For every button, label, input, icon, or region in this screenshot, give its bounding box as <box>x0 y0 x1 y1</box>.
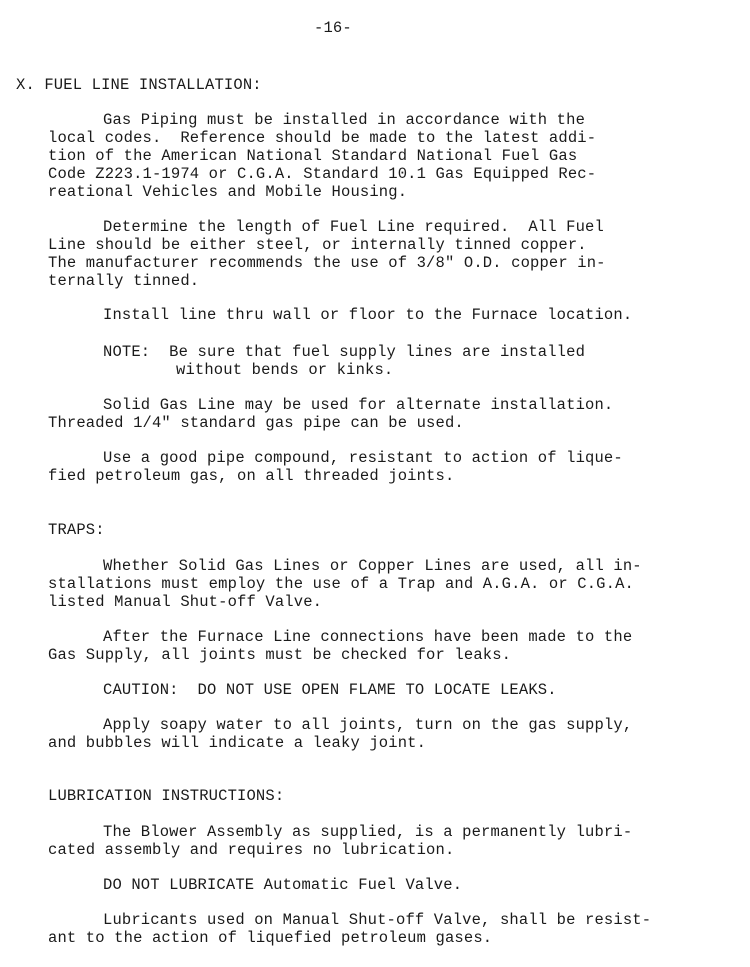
text-line: Code Z223.1-1974 or C.G.A. Standard 10.1 Gas Equipped Rec- <box>48 165 597 183</box>
text-line: stallations must employ the use of a Trap and A.G.A. or C.G.A. <box>48 575 634 593</box>
text-line: listed Manual Shut-off Valve. <box>48 593 323 611</box>
text-line: The manufacturer recommends the use of 3/8" O.D. copper in- <box>48 254 606 272</box>
text-line: Gas Piping must be installed in accordance with the <box>103 111 586 129</box>
text-line: Determine the length of Fuel Line required. All Fuel <box>103 218 604 236</box>
section-heading-traps: TRAPS: <box>48 521 105 539</box>
text-line: Solid Gas Line may be used for alternate installation. <box>103 396 614 414</box>
text-line: Line should be either steel, or internally tinned copper. <box>48 236 587 254</box>
text-line: and bubbles will indicate a leaky joint. <box>48 734 427 752</box>
text-line: Gas Supply, all joints must be checked for leaks. <box>48 646 512 664</box>
section-heading-lubrication: LUBRICATION INSTRUCTIONS: <box>48 787 285 805</box>
paragraph-install-line: Install line thru wall or floor to the Furnace location. <box>103 306 633 324</box>
paragraph-do-not-lubricate: DO NOT LUBRICATE Automatic Fuel Valve. <box>103 876 463 894</box>
text-line: reational Vehicles and Mobile Housing. <box>48 183 408 201</box>
section-heading-fuel-line: X. FUEL LINE INSTALLATION: <box>16 76 262 94</box>
text-line: Use a good pipe compound, resistant to action of lique- <box>103 449 623 467</box>
text-line: The Blower Assembly as supplied, is a permanently lubri- <box>103 823 633 841</box>
text-line: Apply soapy water to all joints, turn on the gas supply, <box>103 716 633 734</box>
text-line: ternally tinned. <box>48 272 200 290</box>
text-line: local codes. Reference should be made to the latest addi- <box>48 129 597 147</box>
text-line: tion of the American National Standard National Fuel Gas <box>48 147 578 165</box>
page-number: -16- <box>314 19 352 37</box>
text-line: cated assembly and requires no lubrication. <box>48 841 455 859</box>
caution-notice: CAUTION: DO NOT USE OPEN FLAME TO LOCATE LEAKS. <box>103 681 557 699</box>
text-line: After the Furnace Line connections have been made to the <box>103 628 633 646</box>
text-line: fied petroleum gas, on all threaded joints. <box>48 467 455 485</box>
text-line: Whether Solid Gas Lines or Copper Lines are used, all in- <box>103 557 642 575</box>
text-line: ant to the action of liquefied petroleum gases. <box>48 929 493 947</box>
note-line: without bends or kinks. <box>176 361 394 379</box>
note-line: NOTE: Be sure that fuel supply lines are installed <box>103 343 586 361</box>
text-line: Lubricants used on Manual Shut-off Valve, shall be resist- <box>103 911 652 929</box>
text-line: Threaded 1/4" standard gas pipe can be used. <box>48 414 464 432</box>
